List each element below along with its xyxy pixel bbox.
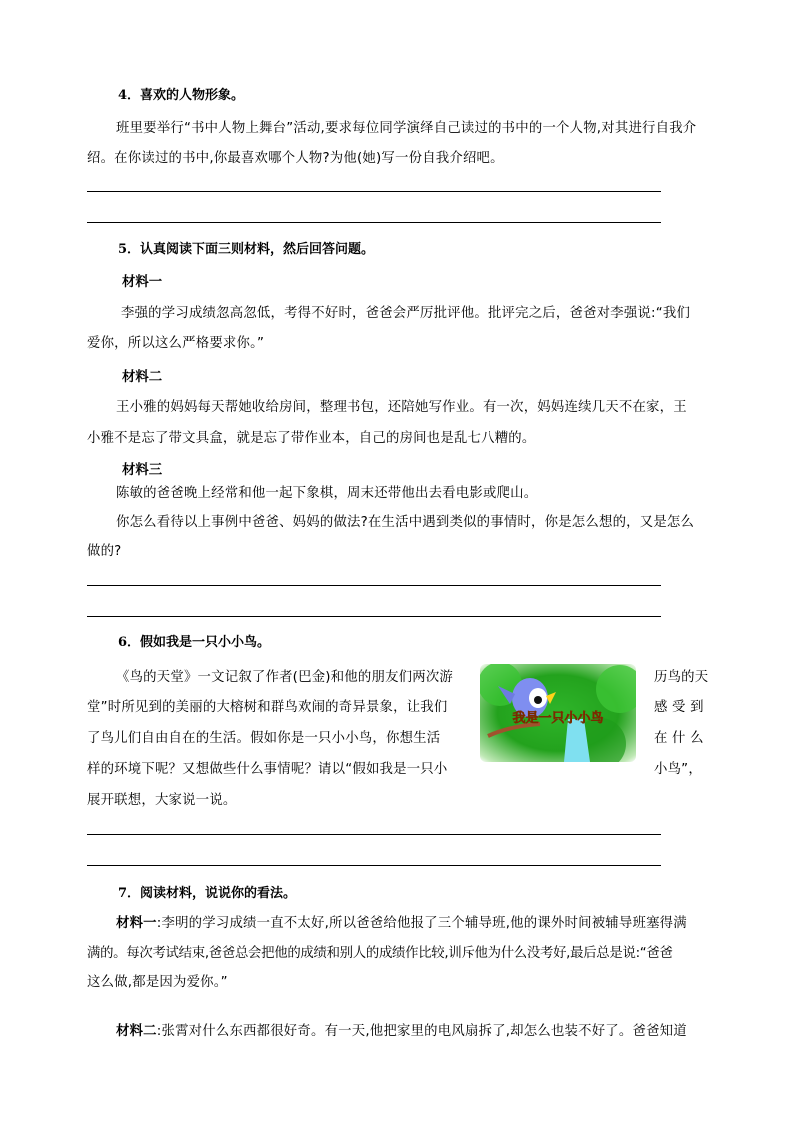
q6-left-line-1: 《鸟的天堂》一文记叙了作者(巴金)和他的朋友们两次游: [116, 670, 454, 685]
q7-material-1-line-3: 这么做,都是因为爱你。”: [87, 975, 228, 990]
q7-material-1-label: 材料一: [116, 916, 157, 931]
q6-right-line-4: 小鸟”，: [654, 762, 702, 777]
q5-answer-line-2: [87, 616, 661, 617]
q6-right-line-1: 历鸟的天: [654, 670, 709, 685]
q5-question-line-1: 你怎么看待以上事例中爸爸、妈妈的做法?在生活中遇到类似的事情时，你是怎么想的，又是怎么: [116, 515, 695, 530]
q5-material-3-text: 陈敏的爸爸晚上经常和他一起下象棋，周末还带他出去看电影或爬山。: [116, 486, 538, 501]
q6-last-line: 展开联想，大家说一说。: [87, 793, 237, 808]
q7-material-2-line-1: 材料二:张霄对什么东西都很好奇。有一天,他把家里的电风扇拆了,却怎么也装不好了。爸爸知道: [116, 1024, 687, 1039]
bird-cartoon-icon: [480, 664, 636, 762]
q6-answer-line-2: [87, 865, 661, 866]
q4-para-line-2: 绍。在你读过的书中,你最喜欢哪个人物?为他(她)写一份自我介绍吧。: [87, 151, 504, 166]
q5-material-2-label: 材料二: [122, 370, 163, 385]
q5-material-1-line-2: 爱你，所以这么严格要求你。”: [87, 336, 265, 351]
q4-answer-line-2: [87, 222, 661, 223]
q6-left-line-3: 了鸟儿们自由自在的生活。假如你是一只小小鸟，你想生活: [87, 731, 441, 746]
q5-question-line-2: 做的?: [87, 544, 122, 559]
q4-para-line-1: 班里要举行“书中人物上舞台”活动,要求每位同学演绎自己读过的书中的一个人物,对其进行自我介: [116, 121, 697, 136]
q5-material-2-line-1: 王小雅的妈妈每天帮她收给房间，整理书包，还陪她写作业。有一次，妈妈连续几天不在家，王: [116, 400, 687, 415]
svg-text:我是一只小小鸟: 我是一只小小鸟: [512, 711, 604, 726]
q6-left-line-4: 样的环境下呢？又想做些什么事情呢？请以“假如我是一只小: [87, 762, 448, 777]
q6-right-line-3: 在 什 么: [654, 731, 704, 746]
q5-material-1-label: 材料一: [122, 275, 163, 290]
q6-answer-line-1: [87, 834, 661, 835]
q7-material-2-label: 材料二: [116, 1024, 157, 1039]
q6-right-line-2: 感 受 到: [654, 700, 704, 715]
q6-heading: 6．假如我是一只小小鸟。: [118, 635, 271, 650]
q5-answer-line-1: [87, 585, 661, 586]
bird-illustration: [480, 664, 636, 762]
q6-left-line-2: 堂”时所见到的美丽的大榕树和群鸟欢闹的奇异景象，让我们: [87, 700, 448, 715]
q7-material-1-line-1: 材料一:李明的学习成绩一直不太好,所以爸爸给他报了三个辅导班,他的课外时间被辅导班塞得满: [116, 916, 687, 931]
q5-heading: 5．认真阅读下面三则材料，然后回答问题。: [118, 242, 375, 257]
q7-heading: 7．阅读材料，说说你的看法。: [118, 886, 297, 901]
q5-material-1-line-1: 李强的学习成绩忽高忽低，考得不好时，爸爸会严厉批评他。批评完之后，爸爸对李强说:“我们: [121, 306, 691, 321]
q4-heading: 4．喜欢的人物形象。: [118, 88, 245, 103]
q7-material-1-line-2: 满的。每次考试结束,爸爸总会把他的成绩和别人的成绩作比较,训斥他为什么没考好,最后总是说:“爸爸: [87, 946, 673, 961]
q5-material-3-label: 材料三: [122, 463, 163, 478]
q5-material-2-line-2: 小雅不是忘了带文具盒，就是忘了带作业本，自己的房间也是乱七八糟的。: [87, 431, 536, 446]
q4-answer-line-1: [87, 191, 661, 192]
